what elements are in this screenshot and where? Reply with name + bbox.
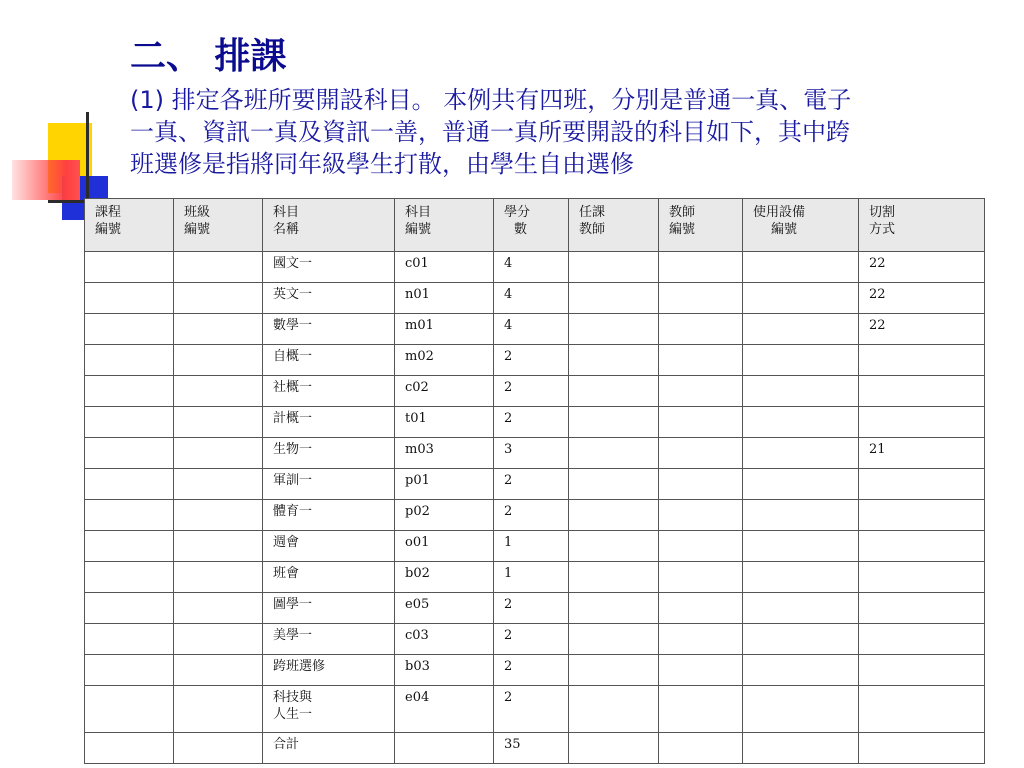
subject-name-cell: 週會 bbox=[263, 531, 395, 562]
credits-cell: 3 bbox=[494, 438, 569, 469]
table-row bbox=[85, 686, 985, 733]
equipment-id-cell bbox=[743, 500, 859, 531]
split-method-cell bbox=[859, 655, 985, 686]
class-id-cell bbox=[174, 283, 263, 314]
equipment-id-cell bbox=[743, 686, 859, 733]
teacher-cell bbox=[569, 438, 659, 469]
class-id-cell bbox=[174, 376, 263, 407]
course-id-cell bbox=[85, 252, 174, 283]
credits-cell: 4 bbox=[494, 252, 569, 283]
course-id-cell bbox=[85, 733, 174, 764]
teacher-id-cell bbox=[659, 562, 743, 593]
subject-name-cell: 班會 bbox=[263, 562, 395, 593]
split-method-cell bbox=[859, 376, 985, 407]
subject-code-cell: o01 bbox=[395, 531, 494, 562]
header-credits: 學分 數 bbox=[494, 199, 569, 252]
subject-code-cell: t01 bbox=[395, 407, 494, 438]
class-id-cell bbox=[174, 531, 263, 562]
teacher-cell bbox=[569, 624, 659, 655]
subject-code-cell: m03 bbox=[395, 438, 494, 469]
table-row bbox=[85, 733, 985, 764]
teacher-cell bbox=[569, 562, 659, 593]
subject-name-cell: 跨班選修 bbox=[263, 655, 395, 686]
table-row bbox=[85, 655, 985, 686]
subject-name-cell: 合計 bbox=[263, 733, 395, 764]
header-teacher: 任課 教師 bbox=[569, 199, 659, 252]
split-method-cell bbox=[859, 469, 985, 500]
table-row bbox=[85, 624, 985, 655]
teacher-cell bbox=[569, 283, 659, 314]
subject-code-cell: p02 bbox=[395, 500, 494, 531]
teacher-cell bbox=[569, 376, 659, 407]
split-method-cell: 22 bbox=[859, 252, 985, 283]
credits-cell: 2 bbox=[494, 624, 569, 655]
header-course-id: 課程 編號 bbox=[85, 199, 174, 252]
slide-paragraph bbox=[130, 84, 1010, 180]
teacher-id-cell bbox=[659, 624, 743, 655]
teacher-id-cell bbox=[659, 593, 743, 624]
table-body bbox=[85, 252, 985, 764]
teacher-id-cell bbox=[659, 655, 743, 686]
subject-code-cell: e04 bbox=[395, 686, 494, 733]
subject-name-cell: 計概一 bbox=[263, 407, 395, 438]
teacher-cell bbox=[569, 686, 659, 733]
teacher-cell bbox=[569, 345, 659, 376]
credits-cell: 4 bbox=[494, 314, 569, 345]
subject-name-cell: 美學一 bbox=[263, 624, 395, 655]
table-row bbox=[85, 500, 985, 531]
subject-code-cell: b03 bbox=[395, 655, 494, 686]
equipment-id-cell bbox=[743, 593, 859, 624]
subject-code-cell: m02 bbox=[395, 345, 494, 376]
subject-code-cell: c02 bbox=[395, 376, 494, 407]
split-method-cell bbox=[859, 593, 985, 624]
course-id-cell bbox=[85, 314, 174, 345]
class-id-cell bbox=[174, 624, 263, 655]
table-row bbox=[85, 469, 985, 500]
subject-code-cell: c01 bbox=[395, 252, 494, 283]
teacher-cell bbox=[569, 314, 659, 345]
course-id-cell bbox=[85, 376, 174, 407]
teacher-cell bbox=[569, 733, 659, 764]
class-id-cell bbox=[174, 686, 263, 733]
credits-cell: 2 bbox=[494, 376, 569, 407]
table-row bbox=[85, 283, 985, 314]
credits-cell: 35 bbox=[494, 733, 569, 764]
paragraph-line-2: 一真、資訊一真及資訊一善，普通一真所要開設的科目如下，其中跨 bbox=[130, 118, 850, 146]
paragraph-line-3: 班選修是指將同年級學生打散，由學生自由選修 bbox=[130, 150, 634, 178]
credits-cell: 2 bbox=[494, 345, 569, 376]
equipment-id-cell bbox=[743, 624, 859, 655]
teacher-cell bbox=[569, 469, 659, 500]
split-method-cell bbox=[859, 686, 985, 733]
class-id-cell bbox=[174, 469, 263, 500]
class-id-cell bbox=[174, 733, 263, 764]
course-id-cell bbox=[85, 562, 174, 593]
subject-code-cell: b02 bbox=[395, 562, 494, 593]
subject-name-cell: 社概一 bbox=[263, 376, 395, 407]
equipment-id-cell bbox=[743, 655, 859, 686]
table-row bbox=[85, 593, 985, 624]
split-method-cell bbox=[859, 407, 985, 438]
teacher-id-cell bbox=[659, 500, 743, 531]
decor-red-square bbox=[12, 160, 80, 200]
equipment-id-cell bbox=[743, 314, 859, 345]
subject-name-cell: 軍訓一 bbox=[263, 469, 395, 500]
subject-name-cell: 科技與 人生一 bbox=[263, 686, 395, 733]
table-row bbox=[85, 531, 985, 562]
subject-code-cell: m01 bbox=[395, 314, 494, 345]
equipment-id-cell bbox=[743, 283, 859, 314]
credits-cell: 2 bbox=[494, 407, 569, 438]
equipment-id-cell bbox=[743, 562, 859, 593]
split-method-cell: 22 bbox=[859, 283, 985, 314]
subject-name-cell: 英文一 bbox=[263, 283, 395, 314]
teacher-id-cell bbox=[659, 345, 743, 376]
header-split-method: 切割 方式 bbox=[859, 199, 985, 252]
credits-cell: 2 bbox=[494, 500, 569, 531]
split-method-cell: 22 bbox=[859, 314, 985, 345]
course-id-cell bbox=[85, 438, 174, 469]
class-id-cell bbox=[174, 345, 263, 376]
table-row bbox=[85, 438, 985, 469]
paragraph-line-1: (1) 排定各班所要開設科目。 本例共有四班，分別是普通一真、電子 bbox=[130, 86, 852, 114]
subject-code-cell bbox=[395, 733, 494, 764]
subject-code-cell: p01 bbox=[395, 469, 494, 500]
teacher-id-cell bbox=[659, 314, 743, 345]
subject-code-cell: c03 bbox=[395, 624, 494, 655]
equipment-id-cell bbox=[743, 376, 859, 407]
course-id-cell bbox=[85, 686, 174, 733]
split-method-cell bbox=[859, 345, 985, 376]
teacher-cell bbox=[569, 252, 659, 283]
credits-cell: 2 bbox=[494, 655, 569, 686]
teacher-id-cell bbox=[659, 469, 743, 500]
table-row bbox=[85, 314, 985, 345]
class-id-cell bbox=[174, 500, 263, 531]
equipment-id-cell bbox=[743, 531, 859, 562]
class-id-cell bbox=[174, 593, 263, 624]
slide-title: 二、 排課 bbox=[130, 36, 287, 77]
teacher-id-cell bbox=[659, 733, 743, 764]
course-id-cell bbox=[85, 531, 174, 562]
credits-cell: 1 bbox=[494, 562, 569, 593]
course-id-cell bbox=[85, 593, 174, 624]
subject-table bbox=[84, 198, 985, 764]
table-header-row bbox=[85, 199, 985, 252]
subject-name-cell: 數學一 bbox=[263, 314, 395, 345]
teacher-id-cell bbox=[659, 438, 743, 469]
header-equipment-id: 使用設備 編號 bbox=[743, 199, 859, 252]
teacher-id-cell bbox=[659, 407, 743, 438]
equipment-id-cell bbox=[743, 733, 859, 764]
course-id-cell bbox=[85, 469, 174, 500]
split-method-cell: 21 bbox=[859, 438, 985, 469]
credits-cell: 2 bbox=[494, 593, 569, 624]
course-id-cell bbox=[85, 407, 174, 438]
split-method-cell bbox=[859, 624, 985, 655]
credits-cell: 2 bbox=[494, 686, 569, 733]
subject-code-cell: e05 bbox=[395, 593, 494, 624]
teacher-id-cell bbox=[659, 531, 743, 562]
course-id-cell bbox=[85, 345, 174, 376]
table-row bbox=[85, 376, 985, 407]
teacher-id-cell bbox=[659, 283, 743, 314]
teacher-id-cell bbox=[659, 376, 743, 407]
table-row bbox=[85, 252, 985, 283]
header-subject-name: 科目 名稱 bbox=[263, 199, 395, 252]
table-row bbox=[85, 345, 985, 376]
header-class-id: 班級 編號 bbox=[174, 199, 263, 252]
split-method-cell bbox=[859, 500, 985, 531]
teacher-cell bbox=[569, 407, 659, 438]
class-id-cell bbox=[174, 562, 263, 593]
split-method-cell bbox=[859, 733, 985, 764]
teacher-cell bbox=[569, 593, 659, 624]
subject-name-cell: 自概一 bbox=[263, 345, 395, 376]
subject-name-cell: 生物一 bbox=[263, 438, 395, 469]
class-id-cell bbox=[174, 252, 263, 283]
subject-name-cell: 國文一 bbox=[263, 252, 395, 283]
subject-name-cell: 圖學一 bbox=[263, 593, 395, 624]
teacher-cell bbox=[569, 531, 659, 562]
header-subject-code: 科目 編號 bbox=[395, 199, 494, 252]
course-id-cell bbox=[85, 500, 174, 531]
equipment-id-cell bbox=[743, 438, 859, 469]
class-id-cell bbox=[174, 655, 263, 686]
equipment-id-cell bbox=[743, 407, 859, 438]
teacher-cell bbox=[569, 500, 659, 531]
equipment-id-cell bbox=[743, 252, 859, 283]
subject-code-cell: n01 bbox=[395, 283, 494, 314]
subject-name-cell: 體育一 bbox=[263, 500, 395, 531]
paragraph-number: (1) bbox=[130, 86, 164, 114]
credits-cell: 2 bbox=[494, 469, 569, 500]
credits-cell: 1 bbox=[494, 531, 569, 562]
split-method-cell bbox=[859, 562, 985, 593]
course-id-cell bbox=[85, 624, 174, 655]
teacher-id-cell bbox=[659, 686, 743, 733]
split-method-cell bbox=[859, 531, 985, 562]
header-teacher-id: 教師 編號 bbox=[659, 199, 743, 252]
class-id-cell bbox=[174, 438, 263, 469]
teacher-id-cell bbox=[659, 252, 743, 283]
class-id-cell bbox=[174, 407, 263, 438]
class-id-cell bbox=[174, 314, 263, 345]
course-id-cell bbox=[85, 655, 174, 686]
table-row bbox=[85, 562, 985, 593]
teacher-cell bbox=[569, 655, 659, 686]
credits-cell: 4 bbox=[494, 283, 569, 314]
equipment-id-cell bbox=[743, 345, 859, 376]
equipment-id-cell bbox=[743, 469, 859, 500]
table-row bbox=[85, 407, 985, 438]
course-id-cell bbox=[85, 283, 174, 314]
